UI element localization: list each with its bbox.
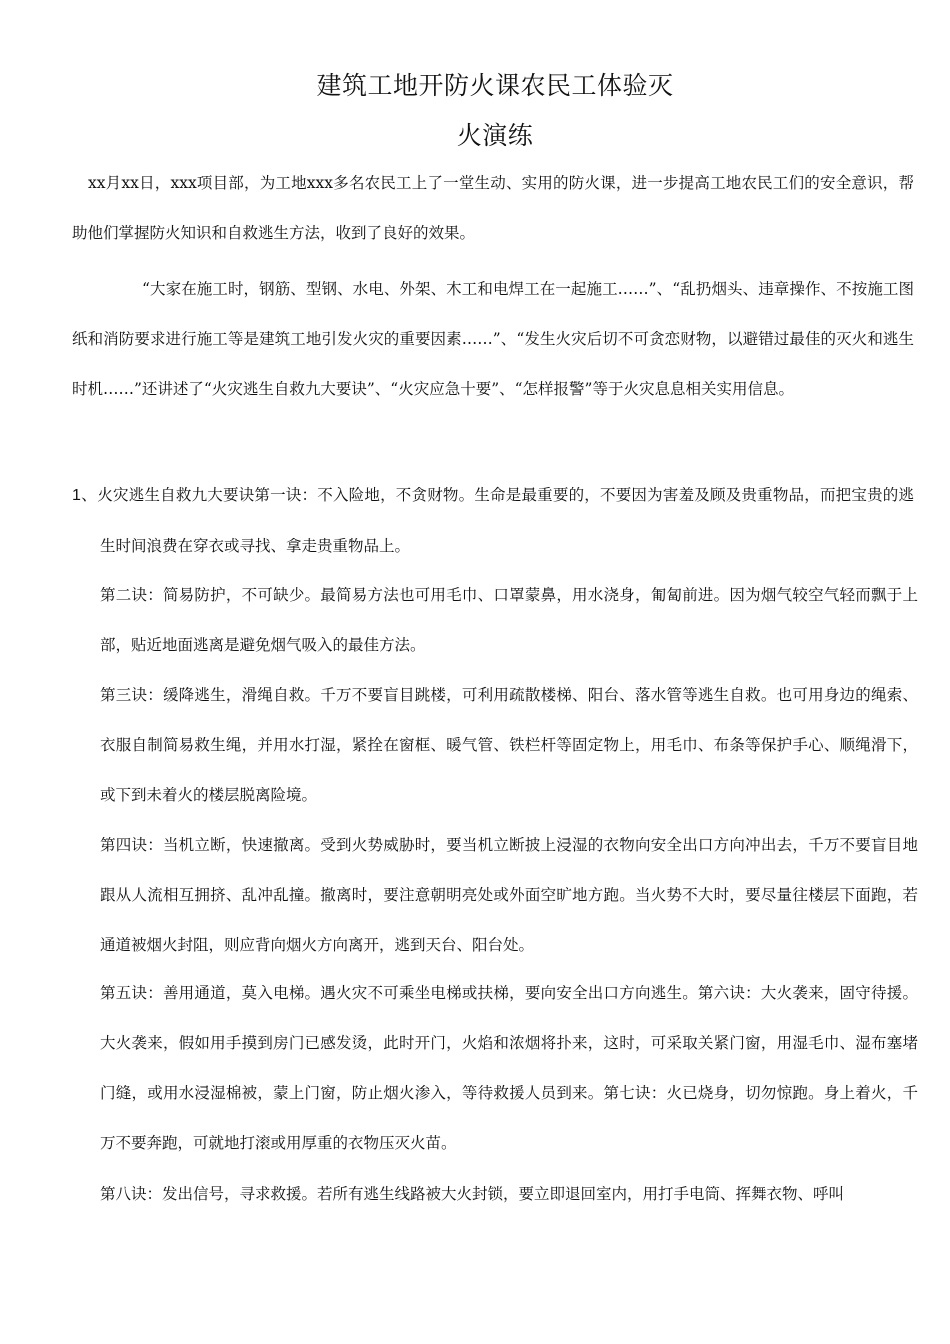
list-item-8: 第八诀：发出信号，寻求救援。若所有逃生线路被大火封锁，要立即退回室内，用打手电筒、挥舞衣物、呼叫 [100, 1185, 845, 1203]
document-title-line-2: 火演练 [456, 121, 534, 150]
list-item-5: 第五诀：善用通道，莫入电梯。遇火灾不可乘坐电梯或扶梯，要向安全出口方向逃生。第六诀：大火袭来，固守待援。大火袭来，假如用手摸到房门已感发烫，此时开门，火焰和浓烟将扑来，这时，可采取关紧门窗，用湿毛巾、湿布塞堵门缝，或用水浸湿棉被，蒙上门窗，防止烟火渗入，等待救援人员到来。第七诀：火已烧身，切勿惊跑。身上着火，千万不要奔跑，可就地打滚或用厚重的衣物压灭火苗。 [100, 984, 918, 1152]
intro-paragraph: xx月xx日，xxx项目部，为工地xxx多名农民工上了一堂生动、实用的防火课，进一步提高工地农民工们的安全意识，帮助他们掌握防火知识和自救逃生方法，收到了良好的效果。 [72, 174, 914, 242]
list-number: 1、 [72, 487, 98, 504]
quote-paragraph: “大家在施工时，钢筋、型钢、水电、外架、木工和电焊工在一起施工……”、“乱扔烟头、违章操作、不按施工图纸和消防要求进行施工等是建筑工地引发火灾的重要因素……”、“发生火灾后切不可贪恋财物，以避错过最佳的灭火和逃生时机……”还讲述了“火灾逃生自救九大要诀”、“火灾应急十要”、“怎样报警”等于火灾息息相关实用信息。 [72, 280, 914, 398]
list-item-1-text: 火灾逃生自救九大要诀第一诀：不入险地，不贪财物。生命是最重要的，不要因为害羞及顾及贵重物品，而把宝贵的逃生时间浪费在穿衣或寻找、拿走贵重物品上。 [97, 486, 914, 555]
list-item-4: 第四诀：当机立断，快速撤离。受到火势威胁时，要当机立断披上浸湿的衣物向安全出口方向冲出去，千万不要盲目地跟从人流相互拥挤、乱冲乱撞。撤离时，要注意朝明亮处或外面空旷地方跑。当火势不大时，要尽量往楼层下面跑，若通道被烟火封阻，则应背向烟火方向离开，逃到天台、阳台处。 [100, 836, 918, 954]
list-item-2: 第二诀：简易防护，不可缺少。最简易方法也可用毛巾、口罩蒙鼻，用水浇身，匍匐前进。因为烟气较空气轻而飘于上部，贴近地面逃离是避免烟气吸入的最佳方法。 [100, 586, 918, 654]
document-title-line-1: 建筑工地开防火课农民工体验灭 [316, 71, 674, 100]
list-item-3: 第三诀：缓降逃生，滑绳自救。千万不要盲目跳楼，可利用疏散楼梯、阳台、落水管等逃生自救。也可用身边的绳索、衣服自制简易救生绳，并用水打湿，紧拴在窗框、暖气管、铁栏杆等固定物上，用毛巾、布条等保护手心、顺绳滑下，或下到未着火的楼层脱离险境。 [100, 686, 918, 804]
list-item-1 [72, 470, 914, 571]
